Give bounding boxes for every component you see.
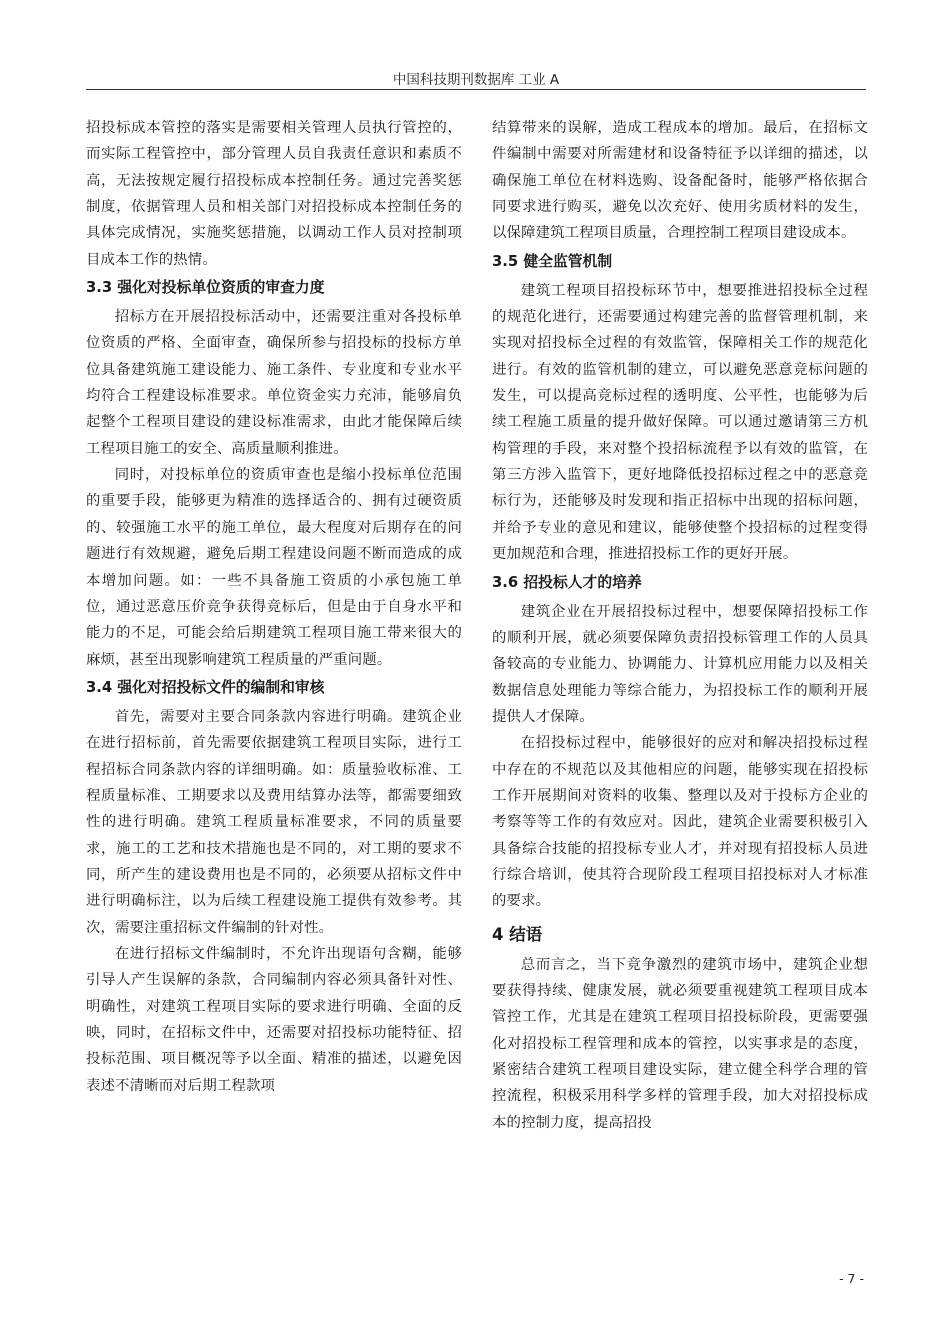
page-number: - 7 - <box>839 1271 864 1286</box>
paragraph: 总而言之，当下竞争激烈的建筑市场中，建筑企业想要获得持续、健康发展，就必须要重视建筑工程项目成本管控工作，尤其是在建筑工程项目招投标阶段，更需要强化对招投标工程管理和成本的管控，以实事求是的态度，紧密结合建筑工程项目建设实际，建立健全科学合理的管控流程，积极采用科学多样的管理手段，加大对招投标成本的控制力度，提高招投 <box>492 956 868 1131</box>
paragraph: 首先，需要对主要合同条款内容进行明确。建筑企业在进行招标前，首先需要依据建筑工程项目实际，进行工程招标合同条款内容的详细明确。如：质量验收标准、工程质量标准、工期要求以及费用结算办法等，都需要细致性的进行明确。建筑工程质量标准要求，不同的质量要求，施工的工艺和技术措施也是不同的，对工期的要求不同，所产生的建设费用也是不同的，必须要从招标文件中进行明确标注，以为后续工程建设施工提供有效参考。其次，需要注重招标文件编制的针对性。 <box>86 708 462 936</box>
paragraph: 在招投标过程中，能够很好的应对和解决招投标过程中存在的不规范以及其他相应的问题，能够实现在招投标工作开展期间对资料的收集、整理以及对于投标方企业的考察等等工作的有效应对。因此，建筑企业需要积极引入具备综合技能的招投标专业人才，并对现有招投标人员进行综合培训，使其符合现阶段工程项目招投标对人才标准的要求。 <box>492 735 868 910</box>
paragraph: 在进行招标文件编制时，不允许出现语句含糊，能够引导人产生误解的条款，合同编制内容必须具备针对性、明确性，对建筑工程项目实际的要求进行明确、全面的反映，同时，在招标文件中，还需要对招投标功能特征、招投标范围、项目概况等予以全面、精准的描述，以避免因表述不清晰而对后期工程款项 <box>86 945 462 1094</box>
left-column <box>86 115 462 1099</box>
section-heading-3-5: 3.5 健全监管机制 <box>492 252 613 270</box>
right-column <box>492 115 868 1136</box>
paragraph: 同时，对投标单位的资质审查也是缩小投标单位范围的重要手段，能够更为精准的选择适合的、拥有过硬资质的、较强施工水平的施工单位，最大程度对后期存在的问题进行有效规避，避免后期工程建设问题不断而造成的成本增加问题。如：一些不具备施工资质的小承包施工单位，通过恶意压价竞争获得竞标后，但是由于自身水平和能力的不足，可能会给后期建筑工程项目施工带来很大的麻烦，甚至出现影响建筑工程质量的严重问题。 <box>86 467 462 668</box>
paragraph: 建筑企业在开展招投标过程中，想要保障招投标工作的顺利开展，就必须要保障负责招投标管理工作的人员具备较高的专业能力、协调能力、计算机应用能力以及相关数据信息处理能力等综合能力，为招投标工作的顺利开展提供人才保障。 <box>492 603 868 725</box>
running-header: 中国科技期刊数据库 工业 A <box>392 72 560 88</box>
section-heading-3-4: 3.4 强化对招投标文件的编制和审核 <box>86 678 325 696</box>
section-heading-3-6: 3.6 招投标人才的培养 <box>492 573 642 591</box>
header-divider <box>86 89 866 90</box>
section-heading-3-3: 3.3 强化对投标单位资质的审查力度 <box>86 279 325 297</box>
paragraph: 建筑工程项目招投标环节中，想要推进招投标全过程的规范化进行，还需要通过构建完善的监督管理机制，来实现对招投标全过程的有效监管，保障相关工作的规范化进行。有效的监管机制的建立，可以避免恶意竞标问题的发生，可以提高竞标过程的透明度、公平性，也能够为后续工程施工质量的提升做好保障。可以通过邀请第三方机构管理的手段，来对整个投招标流程予以有效的监管，在第三方涉入监管下，更好地降低投招标过程之中的恶意竞标行为，还能够及时发现和指正招标中出现的招标问题，并给予专业的意见和建议，能够使整个投招标的过程变得更加规范和合理，推进招投标工作的更好开展。 <box>492 282 868 563</box>
paragraph: 招投标成本管控的落实是需要相关管理人员执行管控的，而实际工程管控中，部分管理人员自我责任意识和素质不高，无法按规定履行招投标成本控制任务。通过完善奖惩制度，依据管理人员和相关部门对招投标成本控制任务的具体完成情况，实施奖惩措施，以调动工作人员对控制项目成本工作的热情。 <box>86 120 462 268</box>
section-heading-4: 4 结语 <box>492 924 543 944</box>
paragraph: 招标方在开展招投标活动中，还需要注重对各投标单位资质的严格、全面审查，确保所参与招投标的投标方单位具备建筑施工建设能力、施工条件、专业度和专业水平均符合工程建设标准要求。单位资金实力充沛，能够肩负起整个工程项目建设的建设标准需求，由此才能保障后续工程项目施工的安全、高质量顺利推进。 <box>86 309 462 457</box>
paragraph: 结算带来的误解，造成工程成本的增加。最后，在招标文件编制中需要对所需建材和设备特征予以详细的描述，以确保施工单位在材料选购、设备配备时，能够严格依据合同要求进行购买，避免以次充好、使用劣质材料的发生，以保障建筑工程项目质量，合理控制工程项目建设成本。 <box>492 120 868 242</box>
